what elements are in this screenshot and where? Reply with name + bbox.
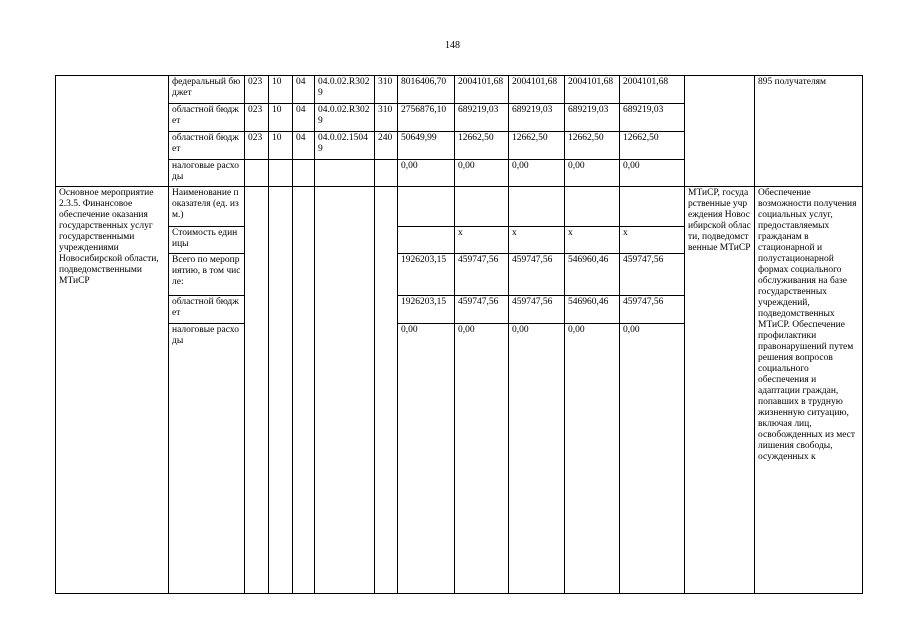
table-row: федеральный бюджет 023 10 04 04.0.02.R3029 310 8016406,70 2004101,68 2004101,68 2004101,68 2004101,68 895 получателям (56, 76, 863, 104)
measure-title: Основное мероприятие 2.3.5. Финансовое обеспечение оказания государственных услуг государственными учреждениями Новосибирской области, подведомственными МТиСР (56, 187, 169, 594)
budget-table (55, 75, 863, 594)
table-row: областной бюджет 1926203,15 459747,56 459747,56 546960,46 459747,56 (56, 296, 863, 324)
table-row: областной бюджет 023 10 04 04.0.02.R3029 310 2756876,10 689219,03 689219,03 689219,03 689219,03 (56, 104, 863, 132)
page-number: 148 (445, 40, 460, 51)
table-row: Основное мероприятие 2.3.5. Финансовое обеспечение оказания государственных услуг государственными учреждениями Новосибирской области, подведомственными МТиСР Наименование показателя (ед. изм.) МТиСР, государственные учреждения Новосибирской области, подведомственные МТиСР Обеспечение возможности получения социальных услуг, предоставляемых гражданам в стационарной и полустационарной формах социального обслуживания на базе государственных учреждений, подведомственных МТиСР. Обеспечение профилактики правонарушений путем решения вопросов социального обеспечения и адаптации граждан, попавших в трудную жизненную ситуацию, включая лиц, освобожденных из мест лишения свободы, осужденных к (56, 187, 863, 227)
executor-cell (685, 76, 755, 187)
result-cell: 895 получателям (755, 76, 863, 187)
result-cell: Обеспечение возможности получения социальных услуг, предоставляемых гражданам в стационарной и полустационарной формах социального обслуживания на базе государственных учреждений, подведомственных МТиСР. Обеспечение профилактики правонарушений путем решения вопросов социального обеспечения и адаптации граждан, попавших в трудную жизненную ситуацию, включая лиц, освобожденных из мест лишения свободы, осужденных к (755, 187, 863, 594)
table-row: Всего по мероприятию, в том числе: 1926203,15 459747,56 459747,56 546960,46 459747,56 (56, 254, 863, 296)
table-row: налоговые расходы 0,00 0,00 0,00 0,00 0,00 (56, 324, 863, 594)
table-row: налоговые расходы 0,00 0,00 0,00 0,00 0,00 (56, 160, 863, 187)
table-row: Стоимость единицы х х х х (56, 227, 863, 254)
table-row: областной бюджет 023 10 04 04.0.02.15049 240 50649,99 12662,50 12662,50 12662,50 12662,50 (56, 132, 863, 160)
executor-cell: МТиСР, государственные учреждения Новосибирской области, подведомственные МТиСР (685, 187, 755, 594)
